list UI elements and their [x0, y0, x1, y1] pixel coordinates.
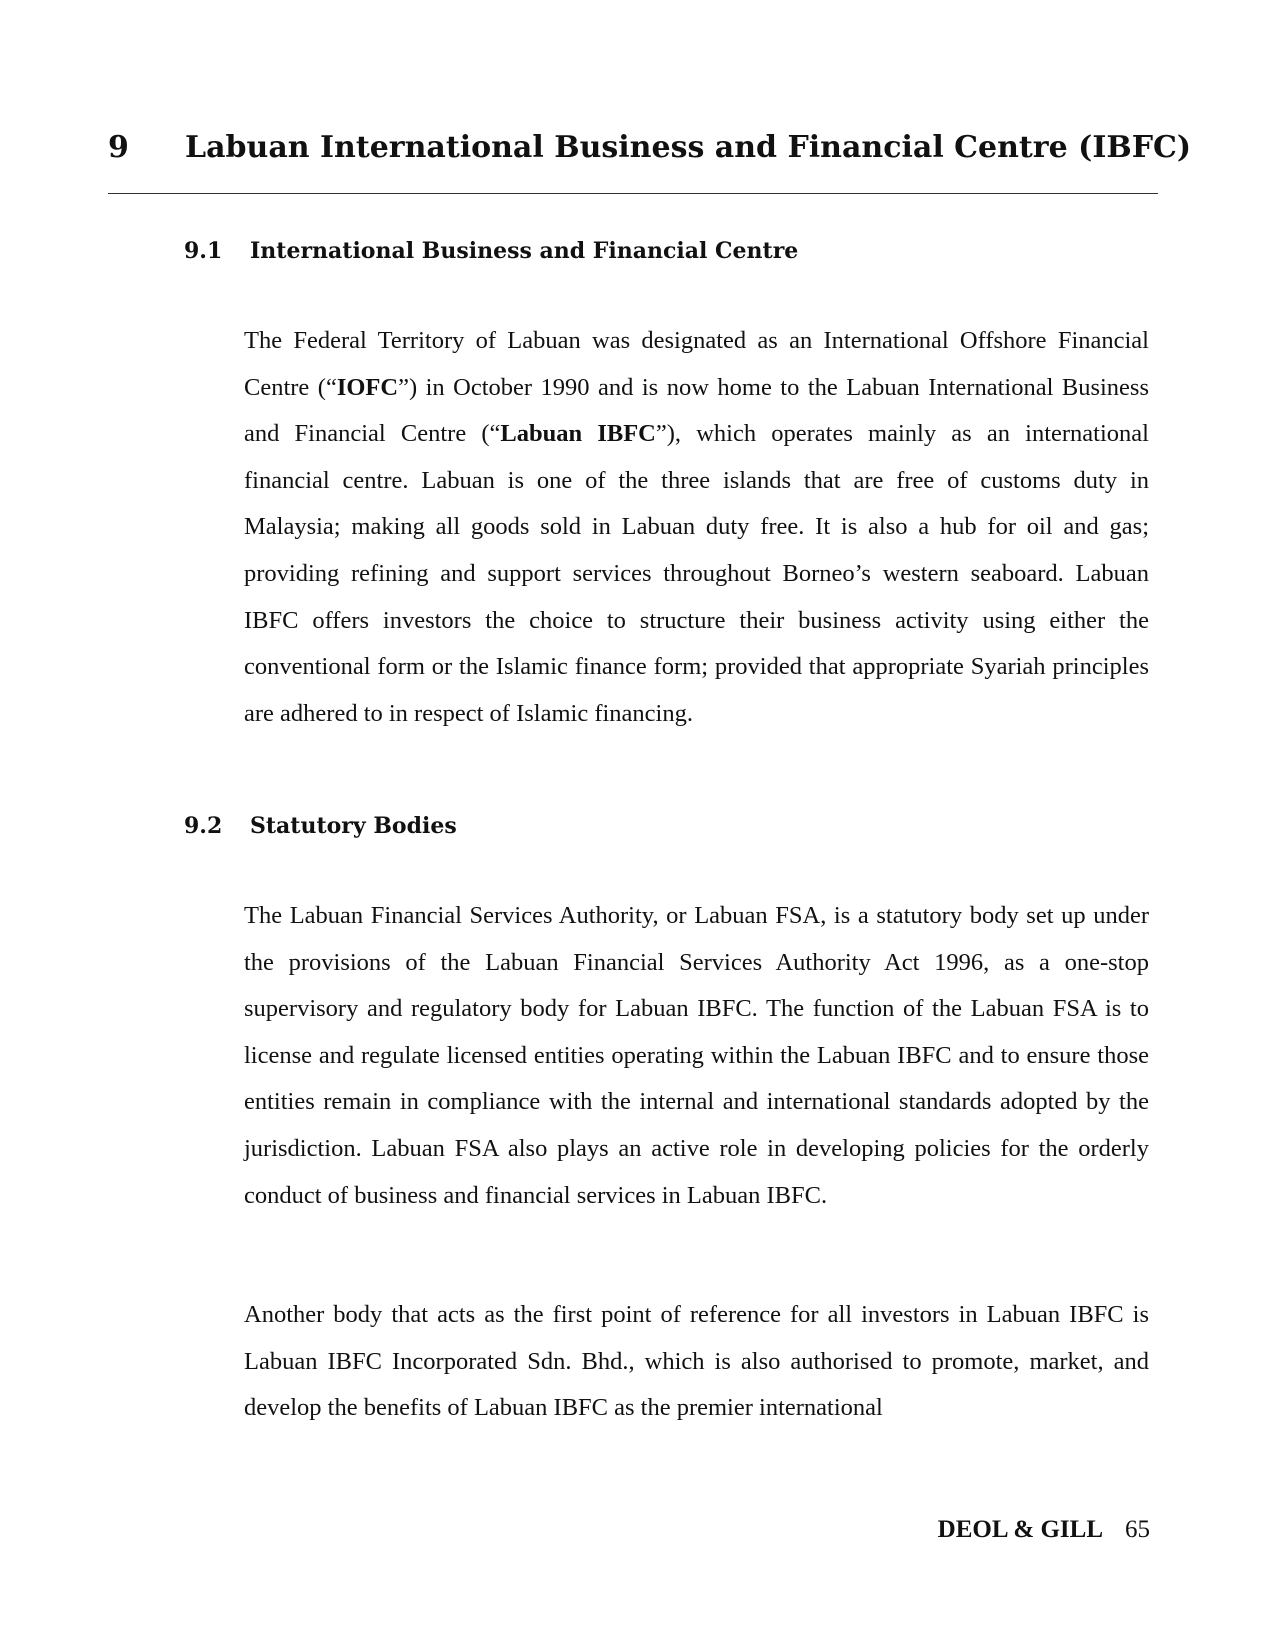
paragraph-iofc: [244, 318, 1149, 737]
section-number: 9.2: [184, 813, 223, 839]
section-title: International Business and Financial Centre: [250, 238, 799, 264]
bold-term-labuan-ibfc: Labuan IBFC: [500, 420, 656, 448]
page-number: 65: [1125, 1516, 1150, 1543]
firm-name: DEOL & GILL: [937, 1516, 1103, 1543]
page-footer: [938, 1514, 1150, 1546]
chapter-title: Labuan International Business and Financial Centre (IBFC): [185, 130, 1192, 165]
section-number: 9.1: [184, 238, 223, 264]
section-heading-9-1: [184, 236, 1084, 266]
section-title: Statutory Bodies: [250, 813, 457, 839]
paragraph-text: ”) in October 1990 and is now home to the Labuan International Business and Financial Centre (“: [244, 373, 1149, 448]
bold-term-iofc: IOFC: [336, 373, 399, 401]
paragraph-labuan-fsa: The Labuan Financial Services Authority, or Labuan FSA, is a statutory body set up under the provisions of the Labuan Financial Services Authority Act 1996, as a one-stop supervisory and regulatory body for Labuan IBFC. The function of the Labuan FSA is to license and regulate licensed entities operating within the Labuan IBFC and to ensure those entities remain in compliance with the internal and international standards adopted by the jurisdiction. Labuan FSA also plays an active role in developing policies for the orderly conduct of business and financial services in Labuan IBFC.: [244, 902, 1149, 1209]
paragraph-labuan-ibfc-inc: Another body that acts as the first point of reference for all investors in Labuan IBFC is Labuan IBFC Incorporated Sdn. Bhd., which is also authorised to promote, market, and develop the benefits of Labuan IBFC as the premier international: [244, 1301, 1149, 1422]
paragraph-text: ”), which operates mainly as an international financial centre. Labuan is one of the three islands that are free of customs duty in Malaysia; making all goods sold in Labuan duty free. It is also a hub for oil and gas; providing refining and support services throughout Borneo’s western seaboard. Labuan IBFC offers investors the choice to structure their business activity using either the conventional form or the Islamic finance form; provided that appropriate Syariah principles are adhered to in respect of Islamic financing.: [244, 420, 1149, 727]
chapter-number: 9: [108, 130, 129, 165]
paragraph-text: The Federal Territory of Labuan was designated as an International Offshore Financial Centre (“: [244, 327, 1149, 401]
chapter-heading: [108, 128, 1192, 168]
section-heading-9-2: [184, 811, 1084, 841]
heading-divider: [108, 193, 1158, 194]
